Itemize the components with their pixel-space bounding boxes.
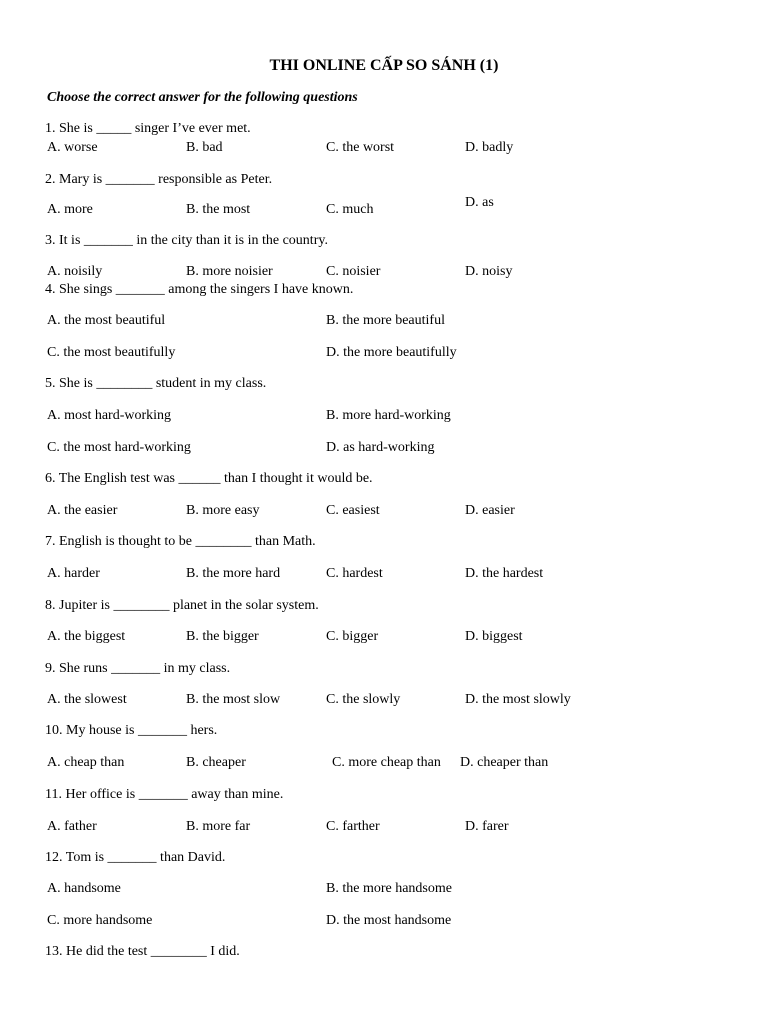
question-6-option-a: A. the easier	[47, 503, 118, 518]
question-10-option-a: A. cheap than	[47, 755, 125, 770]
question-5-option-b: B. more hard-working	[326, 408, 451, 423]
question-9-option-a: A. the slowest	[47, 692, 127, 707]
question-8-option-a: A. the biggest	[47, 629, 126, 644]
question-12-option-a: A. handsome	[47, 881, 121, 896]
question-1-option-c: C. the worst	[326, 140, 395, 155]
question-11-text: 11. Her office is _______ away than mine.	[45, 787, 284, 802]
question-8-option-d: D. biggest	[465, 629, 523, 644]
question-2-option-d: D. as	[465, 195, 494, 210]
question-13-text: 13. He did the test ________ I did.	[45, 944, 240, 959]
question-1-option-b: B. bad	[186, 140, 223, 155]
question-11-option-c: C. farther	[326, 819, 380, 834]
question-3-option-c: C. noisier	[326, 264, 381, 279]
question-10-text: 10. My house is _______ hers.	[45, 723, 218, 738]
question-11-option-a: A. father	[47, 819, 97, 834]
question-5-option-a: A. most hard-working	[47, 408, 172, 423]
question-9-option-b: B. the most slow	[186, 692, 281, 707]
question-2-option-b: B. the most	[186, 202, 251, 217]
question-9-text: 9. She runs _______ in my class.	[45, 661, 231, 676]
question-12-option-d: D. the most handsome	[326, 913, 452, 928]
question-3-option-a: A. noisily	[47, 264, 103, 279]
question-11-option-d: D. farer	[465, 819, 509, 834]
question-8-text: 8. Jupiter is ________ planet in the solar system.	[45, 598, 319, 613]
instruction-text: Choose the correct answer for the following questions	[47, 90, 358, 105]
question-3-text: 3. It is _______ in the city than it is in the country.	[45, 233, 328, 248]
question-12-option-b: B. the more handsome	[326, 881, 452, 896]
question-6-option-b: B. more easy	[186, 503, 260, 518]
question-10-option-c: C. more cheap than	[332, 755, 441, 770]
question-4-text: 4. She sings _______ among the singers I have known.	[45, 282, 354, 297]
question-11-option-b: B. more far	[186, 819, 251, 834]
question-3-option-b: B. more noisier	[186, 264, 273, 279]
question-8-option-c: C. bigger	[326, 629, 379, 644]
question-4-option-d: D. the more beautifully	[326, 345, 457, 360]
question-1-text: 1. She is _____ singer I’ve ever met.	[45, 121, 251, 136]
question-4-option-c: C. the most beautifully	[47, 345, 176, 360]
question-4-option-b: B. the more beautiful	[326, 313, 445, 328]
question-10-option-d: D. cheaper than	[460, 755, 549, 770]
question-12-text: 12. Tom is _______ than David.	[45, 850, 226, 865]
question-9-option-d: D. the most slowly	[465, 692, 571, 707]
question-2-option-a: A. more	[47, 202, 93, 217]
question-7-option-b: B. the more hard	[186, 566, 281, 581]
question-4-option-a: A. the most beautiful	[47, 313, 166, 328]
question-5-option-d: D. as hard-working	[326, 440, 435, 455]
question-5-text: 5. She is ________ student in my class.	[45, 376, 267, 391]
question-7-text: 7. English is thought to be ________ than Math.	[45, 534, 316, 549]
question-8-option-b: B. the bigger	[186, 629, 259, 644]
question-2-text: 2. Mary is _______ responsible as Peter.	[45, 172, 273, 187]
question-5-option-c: C. the most hard-working	[47, 440, 191, 455]
question-12-option-c: C. more handsome	[47, 913, 153, 928]
question-9-option-c: C. the slowly	[326, 692, 401, 707]
question-1-option-d: D. badly	[465, 140, 514, 155]
question-7-option-a: A. harder	[47, 566, 100, 581]
question-6-option-d: D. easier	[465, 503, 515, 518]
page-title: THI ONLINE CẤP SO SÁNH (1)	[269, 57, 499, 74]
question-6-text: 6. The English test was ______ than I thought it would be.	[45, 471, 373, 486]
question-10-option-b: B. cheaper	[186, 755, 246, 770]
question-7-option-c: C. hardest	[326, 566, 383, 581]
question-1-option-a: A. worse	[47, 140, 98, 155]
question-6-option-c: C. easiest	[326, 503, 380, 518]
question-3-option-d: D. noisy	[465, 264, 513, 279]
question-7-option-d: D. the hardest	[465, 566, 544, 581]
question-2-option-c: C. much	[326, 202, 374, 217]
